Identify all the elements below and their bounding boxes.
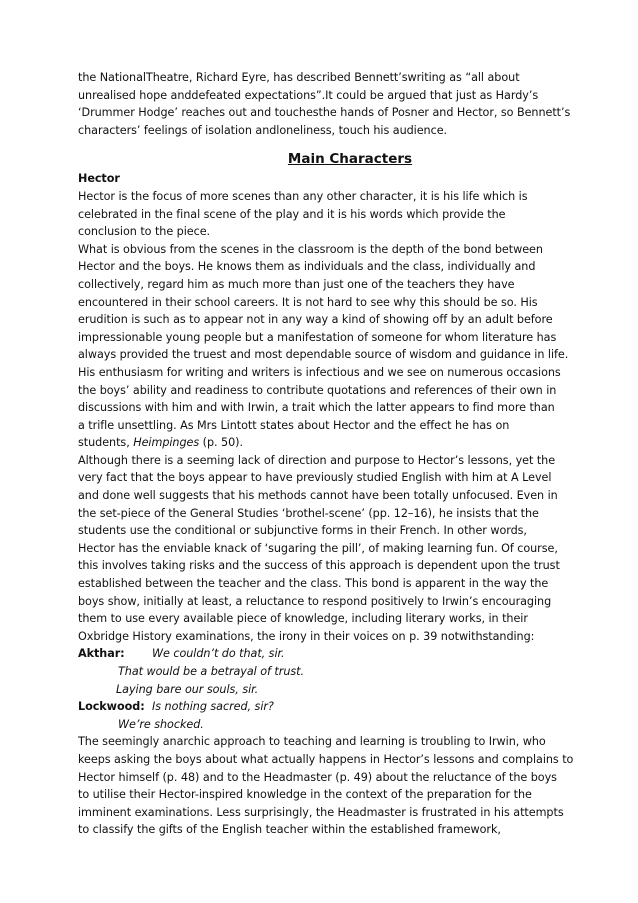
- text-line: keeps asking the boys about what actually happens in Hector’s lessons and complains to: [78, 752, 574, 766]
- text-span: students,: [78, 436, 134, 450]
- text-line: always provided the truest and most dependable source of wisdom and guidance in life.: [78, 348, 569, 362]
- text-line: Oxbridge History examinations, the irony in their voices on p. 39 notwithstanding:: [78, 629, 535, 643]
- speaker-name: Lockwood:: [78, 700, 145, 714]
- text-line: the boys’ ability and readiness to contribute quotations and references of their own in: [78, 383, 557, 397]
- text-line: erudition is such as to appear not in any way a kind of showing off by an adult before: [78, 313, 553, 327]
- dialogue-line: [78, 645, 564, 663]
- text-line: Hector has the enviable knack of ‘sugaring the pill’, of making learning fun. Of course,: [78, 541, 558, 555]
- text-line: ‘Drummer Hodge’ reaches out and touchesthe hands of Posner and Hector, so Bennett’s: [78, 106, 571, 120]
- text-line: very fact that the boys appear to have previously studied English with him at A Level: [78, 471, 552, 485]
- text-line: the set-piece of the General Studies ‘brothel-scene’ (pp. 12–16), he insists that the: [78, 506, 539, 520]
- text-line: the NationalTheatre, Richard Eyre, has described Bennett’swriting as “all about: [78, 71, 520, 84]
- speaker-name: Akthar:: [78, 647, 125, 661]
- body-paragraph-c: [78, 733, 574, 839]
- dialogue-text: Is nothing sacred, sir?: [152, 700, 274, 714]
- dialogue-block: [78, 645, 564, 733]
- page-body: [78, 69, 574, 839]
- body-paragraph-b: [78, 452, 564, 646]
- text-line: discussions with him and with Irwin, a trait which the latter appears to find more than: [78, 401, 555, 415]
- text-line: His enthusiasm for writing and writers is infectious and we see on numerous occasions: [78, 365, 561, 379]
- text-line: collectively, regard him as much more than just one of the teachers they have: [78, 277, 515, 291]
- text-line: Hector himself (p. 48) and to the Headmaster (p. 49) about the reluctance of the boys: [78, 770, 557, 784]
- text-line: Hector and the boys. He knows them as individuals and the class, individually and: [78, 260, 536, 274]
- text-line: The seemingly anarchic approach to teaching and learning is troubling to Irwin, who: [78, 735, 546, 749]
- text-line: celebrated in the final scene of the play and it is his words which provide the: [78, 207, 506, 221]
- intro-paragraph: [78, 69, 571, 139]
- text-line: to classify the gifts of the English teacher within the established framework,: [78, 823, 501, 837]
- dialogue-text: We couldn’t do that, sir.: [152, 647, 285, 661]
- body-paragraph-a: [78, 188, 569, 452]
- subheading-hector: Hector: [78, 172, 120, 186]
- text-line: impressionable young people but a manifestation of someone for whom literature has: [78, 330, 557, 344]
- italic-quote: Heimpinges: [133, 436, 200, 450]
- text-line: imminent examinations. Less surprisingly, the Headmaster is frustrated in his attempts: [78, 805, 564, 819]
- text-line: encountered in their school careers. It is not hard to see why this should be so. His: [78, 295, 538, 309]
- text-line: characters’ feelings of isolation andloneliness, touch his audience.: [78, 123, 448, 137]
- text-span: (p. 50).: [199, 436, 243, 450]
- text-line: to utilise their Hector-inspired knowledge in the context of the preparation for the: [78, 788, 532, 802]
- text-line: them to use every available piece of knowledge, including literary works, in their: [78, 612, 528, 626]
- text-line: a trifle unsettling. As Mrs Lintott states about Hector and the effect he has on: [78, 418, 510, 432]
- dialogue-line: Laying bare our souls, sir.: [116, 682, 259, 696]
- dialogue-line: [78, 698, 564, 716]
- text-line: established between the teacher and the class. This bond is apparent in the way the: [78, 577, 549, 591]
- text-line: boys show, initially at least, a reluctance to respond positively to Irwin’s encouraging: [78, 594, 552, 608]
- text-line: conclusion to the piece.: [78, 225, 211, 239]
- text-line: this involves taking risks and the success of this approach is dependent upon the trust: [78, 559, 560, 573]
- dialogue-line: That would be a betrayal of trust.: [118, 665, 304, 678]
- dialogue-line: We’re shocked.: [118, 717, 204, 731]
- text-line-heimpinges: [78, 434, 564, 452]
- text-line: students use the conditional or subjunctive forms in their French. In other words,: [78, 524, 527, 538]
- text-line: Hector is the focus of more scenes than any other character, it is his life which is: [78, 189, 528, 203]
- text-line: unrealised hope anddefeated expectations”.It could be argued that just as Hardy’s: [78, 88, 539, 102]
- text-line: Although there is a seeming lack of direction and purpose to Hector’s lessons, yet the: [78, 453, 556, 467]
- spacer: [78, 139, 564, 148]
- section-heading: Main Characters: [287, 151, 413, 168]
- text-line: What is obvious from the scenes in the classroom is the depth of the bond between: [78, 242, 543, 256]
- text-line: and done well suggests that his methods cannot have been totally unfocused. Even in: [78, 489, 558, 503]
